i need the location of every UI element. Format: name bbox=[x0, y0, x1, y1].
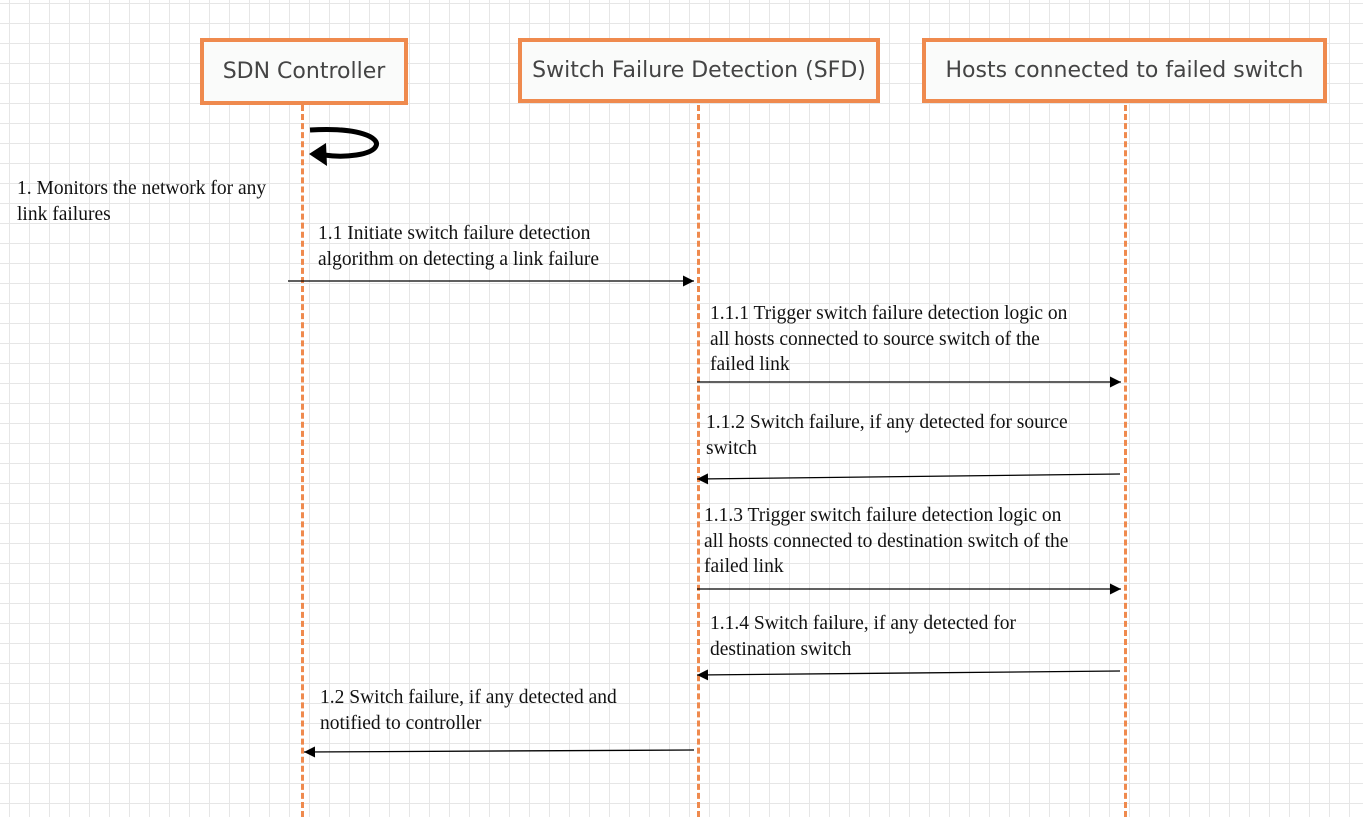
message-1-label: 1. Monitors the network for any link failures bbox=[17, 178, 267, 225]
arrow-1-2 bbox=[304, 750, 694, 752]
actor-hosts-connected bbox=[922, 38, 1327, 103]
lifeline-hosts bbox=[1124, 105, 1127, 817]
message-1-1-2-label: 1.1.2 Switch failure, if any detected for source switch bbox=[706, 412, 1068, 459]
self-call-icon bbox=[309, 129, 376, 166]
actor-sdn-controller bbox=[200, 38, 408, 105]
message-1-2-label: 1.2 Switch failure, if any detected and notified to controller bbox=[320, 687, 617, 734]
message-1-1-3-label: 1.1.3 Trigger switch failure detection logic on all hosts connected to destination switch of the failed link bbox=[704, 505, 1069, 577]
actor-sdn-controller-label: SDN Controller bbox=[222, 59, 386, 84]
message-1-1-label: 1.1 Initiate switch failure detection algorithm on detecting a link failure bbox=[318, 223, 600, 270]
lifeline-sfd bbox=[697, 105, 700, 817]
arrow-1-1-4 bbox=[697, 671, 1120, 675]
message-1-1-4-label: 1.1.4 Switch failure, if any detected for destination switch bbox=[710, 613, 1016, 660]
actor-hosts-label: Hosts connected to failed switch bbox=[945, 58, 1304, 83]
lifeline-sdn-controller bbox=[301, 105, 304, 817]
actor-sfd-label: Switch Failure Detection (SFD) bbox=[532, 58, 866, 83]
message-1-1-1-label: 1.1.1 Trigger switch failure detection logic on all hosts connected to source switch of the failed link bbox=[710, 303, 1068, 375]
actor-switch-failure-detection bbox=[518, 38, 880, 103]
arrow-1-1-2 bbox=[697, 474, 1120, 479]
